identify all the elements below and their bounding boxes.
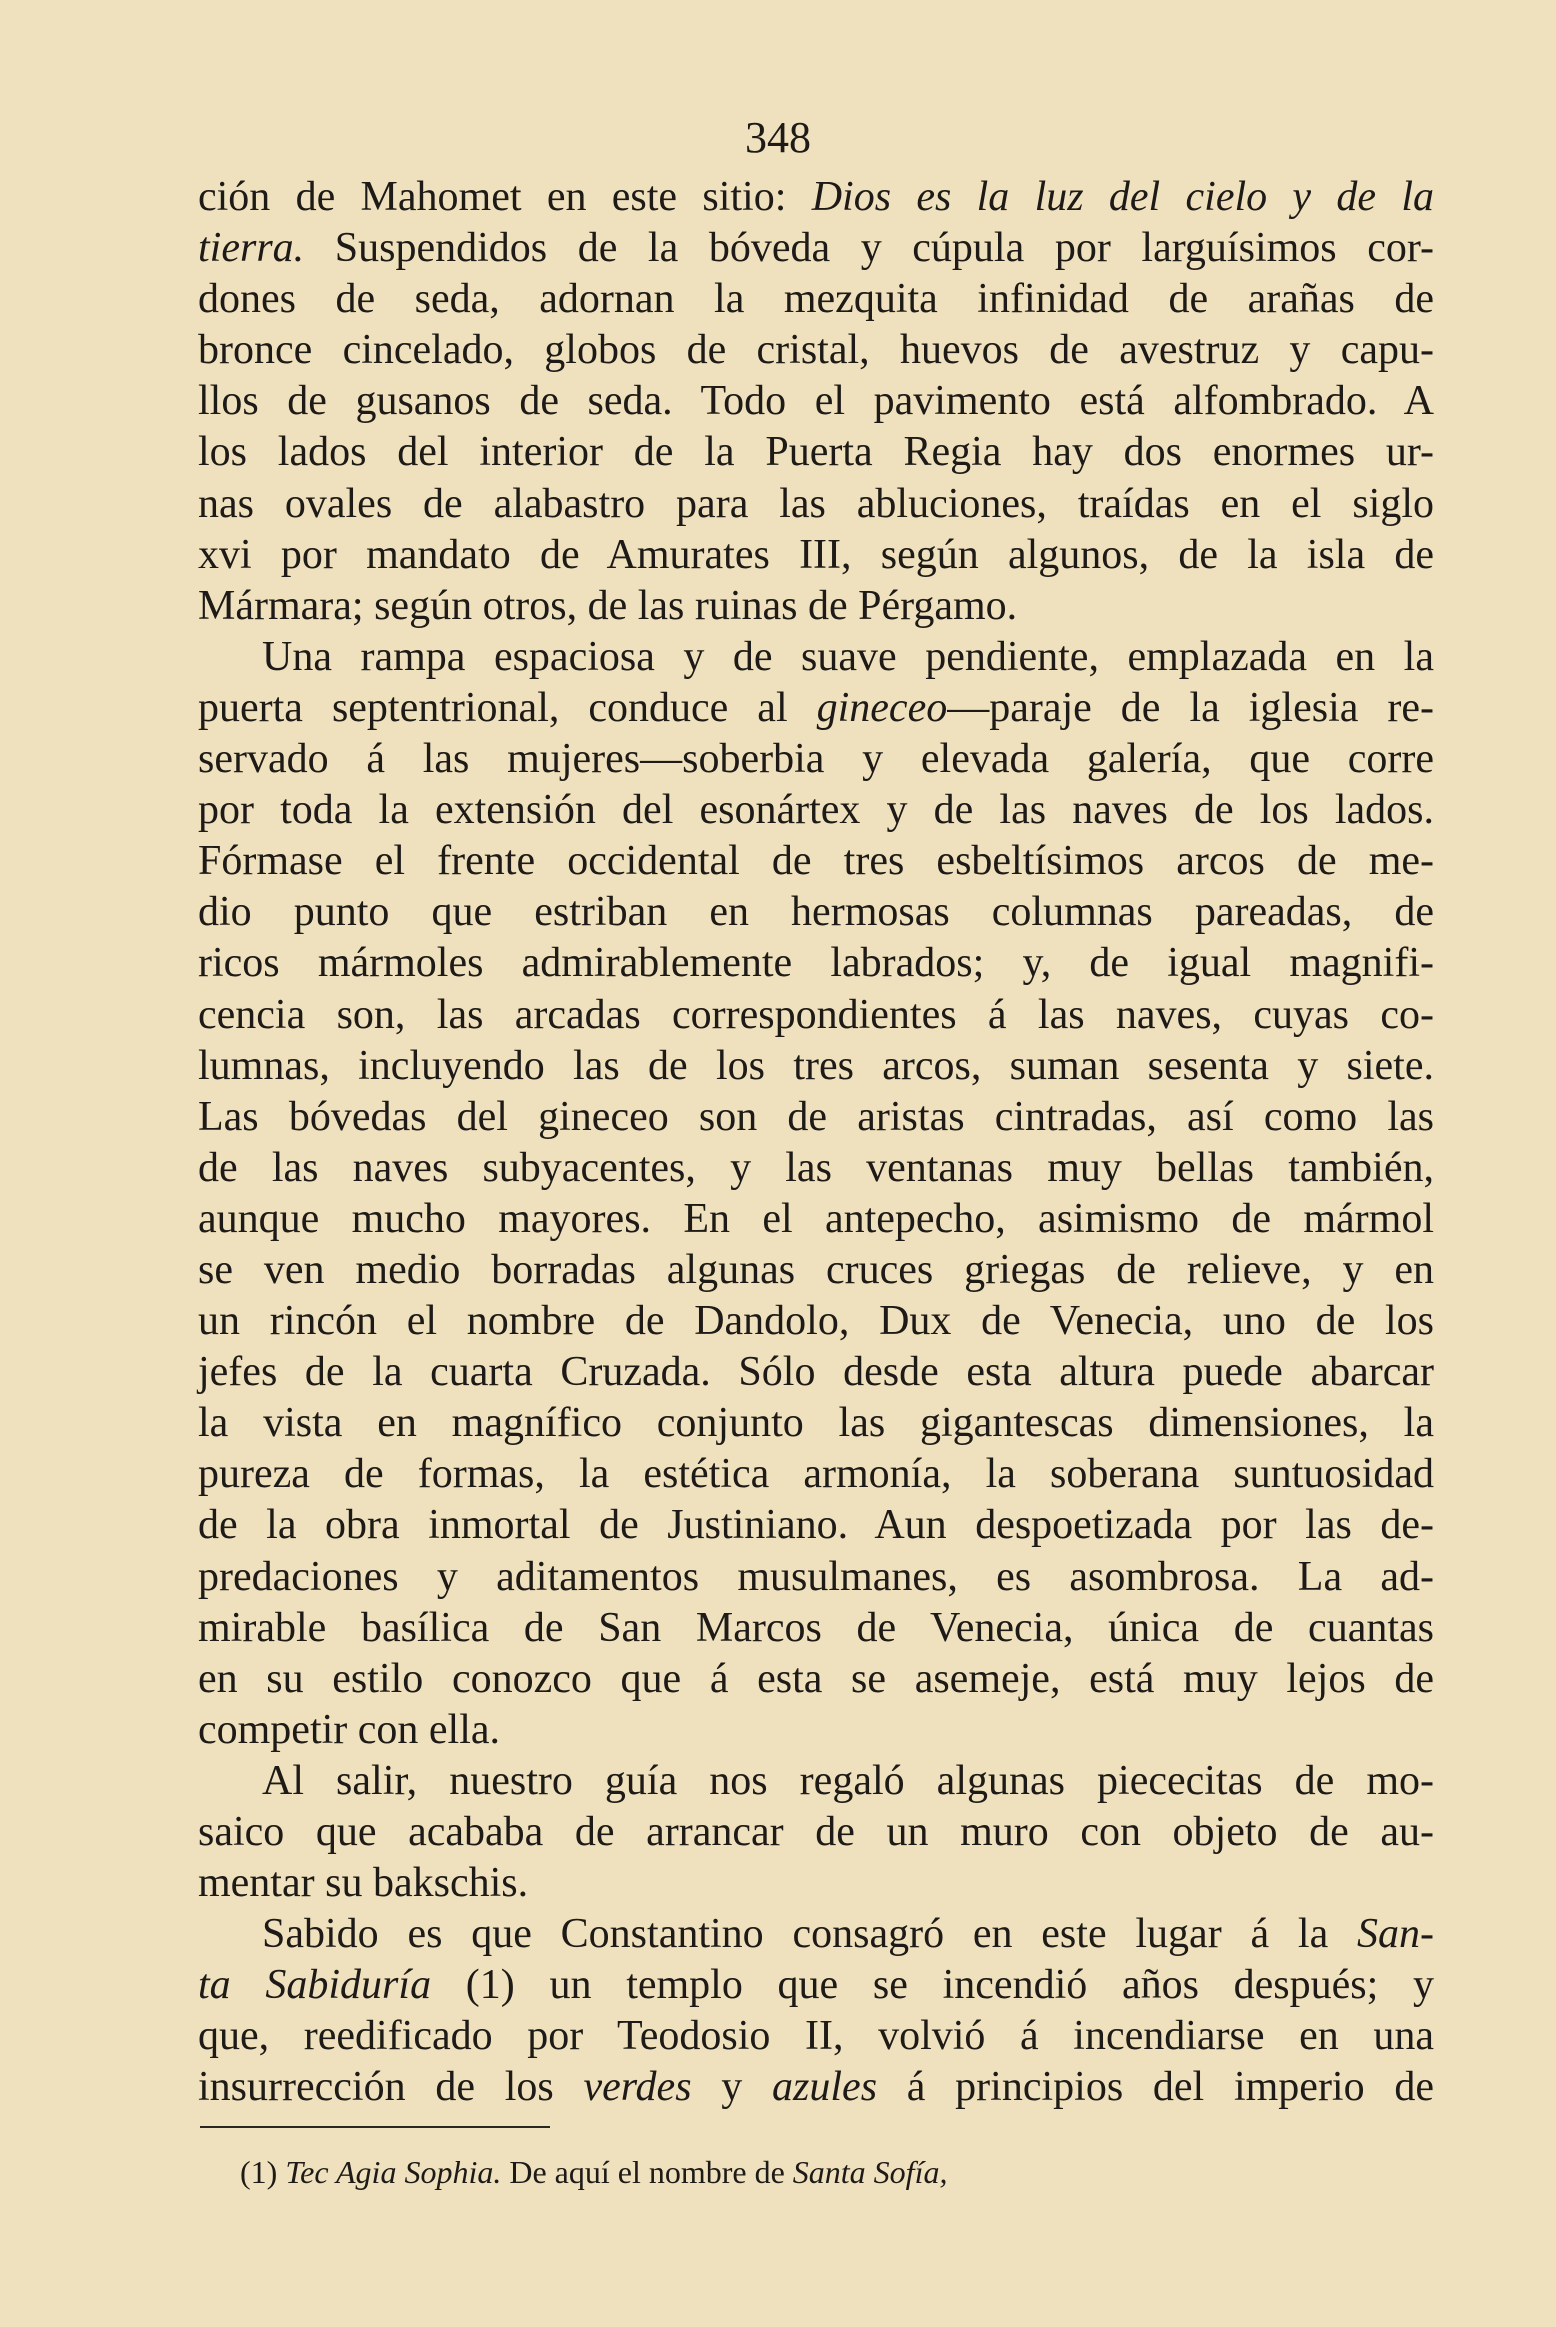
text-run: los lados del interior de la Puerta Regia hay dos enormes ur- [198,429,1434,476]
text-run: —paraje de la iglesia re- [947,684,1435,731]
text-run: que, reedificado por Teodosio II, volvió á incendiarse en una [198,2013,1434,2060]
text-line [198,1347,1434,1398]
italic-text: azules [772,2064,878,2111]
text-line [198,1603,1434,1654]
text-line [198,990,1434,1041]
footnote [240,2150,947,2194]
text-run: De aquí el nombre de [501,2154,793,2190]
text-run: Fórmase el frente occidental de tres esbeltísimos arcos de me- [198,838,1434,885]
text-line [198,938,1434,989]
text-line [198,223,1434,274]
text-run: llos de gusanos de seda. Todo el pavimento está alfombrado. A [198,378,1434,425]
text-run: xvi por mandato de Amurates III, según algunos, de la isla de [198,531,1434,578]
text-run: aunque mucho mayores. En el antepecho, asimismo de mármol [198,1195,1434,1242]
text-line [198,1449,1434,1500]
text-run: puerta septentrional, conduce al [198,684,817,731]
text-line [198,1245,1434,1296]
text-run: jefes de la cuarta Cruzada. Sólo desde esta altura puede abarcar [198,1349,1434,1396]
italic-text: San- [1357,1911,1434,1958]
text-line [198,1705,1434,1756]
text-line [198,1143,1434,1194]
text-run: Sabido es que Constantino consagró en este lugar á la [262,1911,1357,1958]
text-line [198,2062,1434,2113]
text-line [198,376,1434,427]
text-run: Al salir, nuestro guía nos regaló algunas piececitas de mo- [262,1757,1434,1804]
text-run: Las bóvedas del gineceo son de aristas cintradas, así como las [198,1093,1434,1140]
text-run: insurrección de los [198,2064,584,2111]
text-run: servado á las mujeres—soberbia y elevada galería, que corre [198,736,1434,783]
text-line [198,1092,1434,1143]
text-run: en su estilo conozco que á esta se asemeje, está muy lejos de [198,1655,1434,1702]
text-line [198,1909,1434,1960]
text-run: ción de Mahomet en este sitio: [198,174,812,220]
text-run: Suspendidos de la bóveda y cúpula por larguísimos cor- [304,225,1434,272]
text-run: bronce cincelado, globos de cristal, huevos de avestruz y capu- [198,327,1434,374]
text-run: ricos mármoles admirablemente labrados; y, de igual magnifi- [198,940,1434,987]
text-line [198,734,1434,785]
text-run: mirable basílica de San Marcos de Venecia, única de cuantas [198,1604,1434,1651]
text-run: cencia son, las arcadas correspondientes á las naves, cuyas co- [198,991,1434,1038]
text-run: saico que acababa de arrancar de un muro con objeto de au- [198,1809,1434,1855]
italic-text: Tec Agia Sophia. [285,2154,502,2190]
text-line [198,1858,1434,1909]
text-run: lumnas, incluyendo las de los tres arcos, suman sesenta y siete. [198,1042,1434,1089]
text-line [198,1398,1434,1449]
text-run: pureza de formas, la estética armonía, la soberana suntuosidad [198,1451,1434,1498]
text-run: la vista en magnífico conjunto las gigantescas dimensiones, la [198,1400,1434,1447]
text-line [198,530,1434,581]
text-line [198,1041,1434,1092]
text-line [198,325,1434,376]
page-number: 348 [745,113,811,162]
text-line [198,274,1434,325]
text-run: de las naves subyacentes, y las ventanas muy bellas también, [198,1144,1434,1191]
italic-text: Dios es la luz del cielo y de la [811,174,1434,220]
text-run: predaciones y aditamentos musulmanes, es asombrosa. La ad- [198,1553,1434,1600]
text-line [198,1500,1434,1551]
italic-text: verdes [583,2064,692,2111]
text-run: se ven medio borradas algunas cruces griegas de relieve, y en [198,1246,1434,1293]
text-run: y [691,2064,773,2111]
text-line [198,172,1434,223]
text-line [198,836,1434,887]
italic-text: gineceo [816,684,948,731]
text-run: (1) un templo que se incendió años después; y [431,1962,1435,2009]
italic-text: ta Sabiduría [198,1962,432,2009]
text-run: por toda la extensión del esonártex y de las naves de los lados. [198,787,1434,834]
text-line [198,1296,1434,1347]
text-line [198,1654,1434,1705]
text-run: un rincón el nombre de Dandolo, Dux de Venecia, uno de los [198,1298,1434,1345]
text-line [198,581,1434,632]
text-run: mentar su bakschis. [198,1860,529,1907]
text-line [198,1960,1434,2011]
text-run: competir con ella. [198,1706,501,1753]
text-run: Mármara; según otros, de las ruinas de Pérgamo. [198,582,1018,629]
text-line [198,1756,1434,1807]
text-run: de la obra inmortal de Justiniano. Aun despoetizada por las de- [198,1502,1434,1549]
text-run: á principios del imperio de [877,2064,1434,2111]
text-line [198,1807,1434,1858]
text-run: dones de seda, adornan la mezquita infinidad de arañas de [198,276,1434,323]
text-line [198,1194,1434,1245]
text-line [198,683,1434,734]
footnote-rule [200,2126,550,2128]
text-line [198,479,1434,530]
text-line [198,887,1434,938]
body-text [198,172,1434,2114]
italic-text: Santa Sofía, [792,2154,948,2190]
text-run: dio punto que estriban en hermosas columnas pareadas, de [198,889,1434,936]
text-run: nas ovales de alabastro para las abluciones, traídas en el siglo [198,480,1434,527]
text-line [198,785,1434,836]
text-run: (1) [240,2154,286,2190]
text-line [198,632,1434,683]
italic-text: tierra. [198,225,305,272]
text-line [198,1552,1434,1603]
text-run: Una rampa espaciosa y de suave pendiente, emplazada en la [262,633,1434,680]
text-line [198,2011,1434,2062]
text-line [198,427,1434,478]
